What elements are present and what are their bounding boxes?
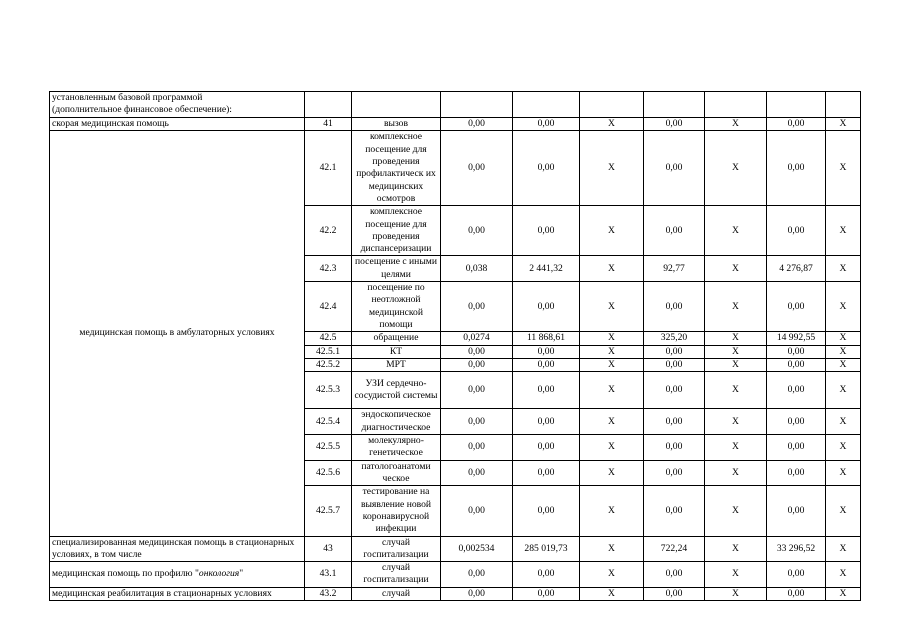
value-cell: X [826,536,861,562]
value-cell: 0,00 [767,131,826,206]
value-cell: 0,002534 [441,536,513,562]
value-cell: X [826,435,861,461]
row-label: скорая медицинская помощь [50,118,305,131]
value-cell: 0,00 [644,372,705,409]
value-cell: 0,00 [513,131,580,206]
row-label: установленным базовой программой (дополнительное финансовое обеспечение): [50,92,305,118]
value-cell: X [580,460,644,486]
value-cell: X [826,372,861,409]
value-cell: 0,00 [441,206,513,256]
value-cell: X [580,435,644,461]
value-cell: X [826,118,861,131]
row-code: 42.5.2 [305,358,352,371]
value-cell: 0,00 [644,358,705,371]
unit-cell: КТ [352,345,441,358]
value-cell: 0,00 [644,587,705,600]
value-cell: X [826,206,861,256]
value-cell: X [705,332,767,345]
value-cell: 0,00 [767,460,826,486]
value-cell: X [705,562,767,588]
row-label: медицинская реабилитация в стационарных условиях [50,587,305,600]
value-cell: 0,00 [441,460,513,486]
value-cell: 11 868,61 [513,332,580,345]
value-cell: 0,00 [441,587,513,600]
value-cell: 0,00 [644,486,705,536]
value-cell: 0,00 [644,345,705,358]
value-cell: 0,00 [513,435,580,461]
value-cell: X [826,131,861,206]
value-cell: 0,00 [644,562,705,588]
value-cell: X [705,282,767,332]
value-cell: 0,00 [441,435,513,461]
value-cell: X [826,358,861,371]
table-row [50,536,861,562]
value-cell: X [826,562,861,588]
value-cell: 0,00 [767,372,826,409]
value-cell: X [580,131,644,206]
value-cell: X [705,409,767,435]
value-cell: X [826,282,861,332]
table-cell [513,92,580,118]
table-row [50,562,861,588]
value-cell: X [705,486,767,536]
unit-cell: молекулярно-генетическое [352,435,441,461]
value-cell: 0,00 [767,435,826,461]
value-cell: X [580,332,644,345]
value-cell: X [826,409,861,435]
row-label: специализированная медицинская помощь в стационарных условиях, в том числе [50,536,305,562]
value-cell: 14 992,55 [767,332,826,345]
row-code: 42.1 [305,131,352,206]
value-cell: 0,00 [441,131,513,206]
value-cell: 0,00 [644,282,705,332]
value-cell: 0,00 [441,372,513,409]
value-cell: 0,00 [513,118,580,131]
unit-cell: МРТ [352,358,441,371]
unit-cell: посещение с иными целями [352,256,441,282]
value-cell: X [705,206,767,256]
value-cell: 0,00 [513,409,580,435]
value-cell: 0,038 [441,256,513,282]
value-cell: 0,00 [644,118,705,131]
value-cell: X [705,345,767,358]
row-code: 42.3 [305,256,352,282]
value-cell: 0,00 [441,486,513,536]
value-cell: 0,00 [767,282,826,332]
table-cell [441,92,513,118]
unit-cell: комплексное посещение для проведения диспансеризации [352,206,441,256]
value-cell: 33 296,52 [767,536,826,562]
unit-cell: случай госпитализации [352,536,441,562]
value-cell: 0,00 [513,206,580,256]
value-cell: 0,00 [767,345,826,358]
row-code: 41 [305,118,352,131]
value-cell: 0,00 [441,345,513,358]
value-cell: X [580,256,644,282]
value-cell: X [580,372,644,409]
table-cell [705,92,767,118]
unit-cell: случай госпитализации [352,562,441,588]
value-cell: X [826,345,861,358]
value-cell: X [705,587,767,600]
value-cell: 4 276,87 [767,256,826,282]
value-cell: 0,00 [513,345,580,358]
value-cell: X [705,256,767,282]
unit-cell: посещение по неотложной медицинской помощи [352,282,441,332]
unit-cell: случай [352,587,441,600]
value-cell: 0,00 [513,372,580,409]
value-cell: 0,00 [513,587,580,600]
value-cell: 0,00 [513,358,580,371]
value-cell: 0,00 [513,282,580,332]
profile-name: онкология [198,568,240,580]
row-code: 42.5.6 [305,460,352,486]
value-cell: 0,00 [767,118,826,131]
value-cell: X [826,332,861,345]
value-cell: X [826,587,861,600]
table-row [50,131,861,206]
row-code: 42.2 [305,206,352,256]
row-code: 42.5 [305,332,352,345]
value-cell: X [826,460,861,486]
unit-cell: УЗИ сердечно-сосудистой системы [352,372,441,409]
value-cell: X [580,486,644,536]
value-cell: 0,00 [767,562,826,588]
value-cell: 0,00 [644,435,705,461]
value-cell: X [580,358,644,371]
unit-cell: тестирование на выявление новой коронавирусной инфекции [352,486,441,536]
value-cell: 0,00 [441,409,513,435]
value-cell: X [580,206,644,256]
value-cell: 0,00 [767,206,826,256]
row-code: 42.5.5 [305,435,352,461]
value-cell: X [580,409,644,435]
value-cell: 0,00 [767,409,826,435]
table-row [50,587,861,600]
table-row [50,92,861,118]
value-cell: X [580,345,644,358]
value-cell: 92,77 [644,256,705,282]
value-cell: 0,00 [513,486,580,536]
unit-cell: патологоанатоми ческое [352,460,441,486]
table-cell [644,92,705,118]
ambulatory-label: медицинская помощь в амбулаторных условиях [50,131,305,536]
value-cell: X [705,536,767,562]
value-cell: 285 019,73 [513,536,580,562]
row-code: 43.2 [305,587,352,600]
financing-table [49,91,861,601]
value-cell: X [580,118,644,131]
value-cell: 0,00 [441,562,513,588]
value-cell: 722,24 [644,536,705,562]
value-cell: 2 441,32 [513,256,580,282]
table-cell [826,92,861,118]
table-cell [352,92,441,118]
unit-cell: обращение [352,332,441,345]
value-cell: 0,00 [644,409,705,435]
value-cell: X [705,118,767,131]
row-code: 42.5.7 [305,486,352,536]
value-cell: X [705,435,767,461]
table-cell [580,92,644,118]
row-code: 43 [305,536,352,562]
value-cell: 0,00 [441,358,513,371]
row-code: 42.5.1 [305,345,352,358]
value-cell: X [705,131,767,206]
value-cell: X [705,460,767,486]
value-cell: X [705,358,767,371]
unit-cell: вызов [352,118,441,131]
value-cell: 0,00 [513,460,580,486]
value-cell: X [826,256,861,282]
value-cell: X [826,486,861,536]
value-cell: 0,00 [767,486,826,536]
row-code: 42.5.3 [305,372,352,409]
table-row [50,118,861,131]
value-cell: 325,20 [644,332,705,345]
value-cell: 0,00 [644,460,705,486]
value-cell: 0,00 [644,131,705,206]
value-cell: 0,00 [513,562,580,588]
unit-cell: комплексное посещение для проведения профилактическ их медицинских осмотров [352,131,441,206]
value-cell: X [705,372,767,409]
row-label: медицинская помощь по профилю "онкология" [50,562,305,588]
value-cell: 0,00 [441,282,513,332]
row-code: 42.5.4 [305,409,352,435]
value-cell: X [580,536,644,562]
value-cell: 0,00 [644,206,705,256]
value-cell: 0,00 [441,118,513,131]
row-code: 42.4 [305,282,352,332]
table-cell [767,92,826,118]
value-cell: X [580,282,644,332]
table-cell [305,92,352,118]
value-cell: 0,0274 [441,332,513,345]
unit-cell: эндоскопическое диагностическое [352,409,441,435]
value-cell: 0,00 [767,358,826,371]
value-cell: X [580,587,644,600]
value-cell: X [580,562,644,588]
value-cell: 0,00 [767,587,826,600]
row-code: 43.1 [305,562,352,588]
